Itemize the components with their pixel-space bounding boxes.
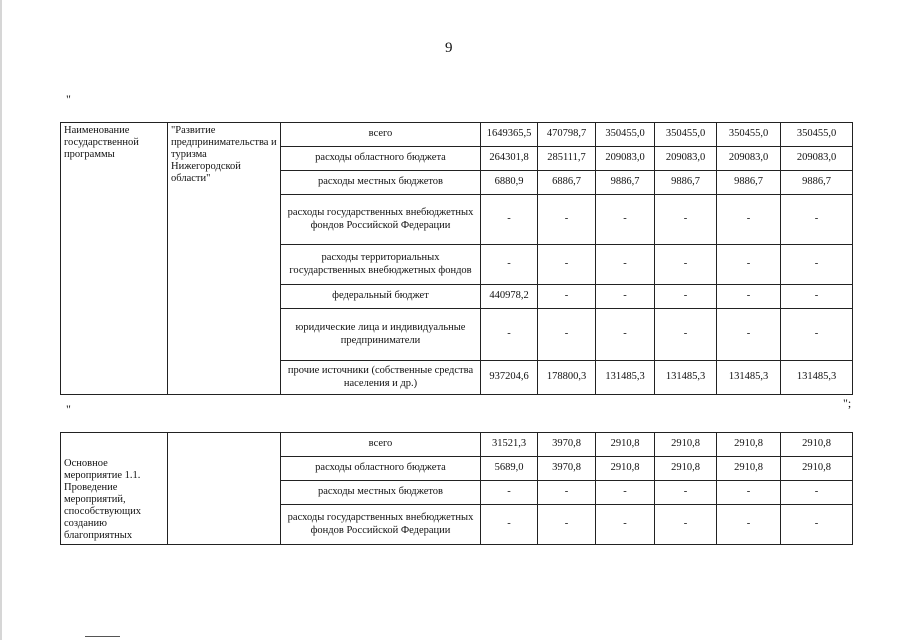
- amount-cell: 350455,0: [781, 123, 853, 147]
- amount-cell: 9886,7: [655, 171, 717, 195]
- amount-cell: 209083,0: [781, 147, 853, 171]
- amount-cell: -: [781, 481, 853, 505]
- amount-cell: -: [538, 505, 596, 545]
- amount-cell: 178800,3: [538, 361, 596, 395]
- amount-cell: 2910,8: [717, 433, 781, 457]
- amount-cell: 2910,8: [781, 457, 853, 481]
- amount-cell: 9886,7: [781, 171, 853, 195]
- amount-cell: -: [781, 285, 853, 309]
- activity-title-cell: [168, 433, 281, 545]
- amount-cell: -: [538, 245, 596, 285]
- amount-cell: 350455,0: [596, 123, 655, 147]
- amount-cell: 2910,8: [717, 457, 781, 481]
- amount-cell: -: [655, 309, 717, 361]
- amount-cell: 131485,3: [655, 361, 717, 395]
- amount-cell: -: [481, 309, 538, 361]
- amount-cell: -: [481, 505, 538, 545]
- table-row: [61, 433, 853, 457]
- funding-source-label: расходы местных бюджетов: [281, 171, 481, 195]
- amount-cell: -: [655, 195, 717, 245]
- amount-cell: 3970,8: [538, 433, 596, 457]
- amount-cell: -: [596, 195, 655, 245]
- program-title-cell: "Развитие предпринимательства и туризма Нижегородской области": [168, 123, 281, 395]
- amount-cell: -: [481, 195, 538, 245]
- amount-cell: 2910,8: [781, 433, 853, 457]
- activity-name-cell: Основное мероприятие 1.1. Проведение мероприятий, способствующих созданию благоприятных: [61, 433, 168, 545]
- amount-cell: 9886,7: [717, 171, 781, 195]
- amount-cell: 209083,0: [655, 147, 717, 171]
- amount-cell: 350455,0: [717, 123, 781, 147]
- table-row: [61, 123, 853, 147]
- opening-quote-mid: ": [66, 402, 71, 416]
- amount-cell: -: [596, 285, 655, 309]
- scan-edge: [0, 0, 2, 640]
- amount-cell: 2910,8: [596, 457, 655, 481]
- page-number: 9: [445, 40, 453, 56]
- footnote-line: [85, 636, 120, 637]
- funding-source-label: расходы областного бюджета: [281, 147, 481, 171]
- amount-cell: 3970,8: [538, 457, 596, 481]
- funding-source-label: всего: [281, 123, 481, 147]
- activity-funding-table: [60, 432, 853, 545]
- amount-cell: 209083,0: [717, 147, 781, 171]
- funding-source-label: расходы местных бюджетов: [281, 481, 481, 505]
- amount-cell: -: [655, 505, 717, 545]
- program-name-cell: Наименование государственной программы: [61, 123, 168, 395]
- amount-cell: -: [481, 481, 538, 505]
- amount-cell: 285111,7: [538, 147, 596, 171]
- amount-cell: -: [596, 245, 655, 285]
- amount-cell: 131485,3: [781, 361, 853, 395]
- amount-cell: -: [596, 481, 655, 505]
- funding-source-label: юридические лица и индивидуальные предприниматели: [281, 309, 481, 361]
- amount-cell: -: [717, 309, 781, 361]
- amount-cell: 6880,9: [481, 171, 538, 195]
- funding-source-label: всего: [281, 433, 481, 457]
- amount-cell: -: [717, 285, 781, 309]
- amount-cell: 2910,8: [596, 433, 655, 457]
- amount-cell: 440978,2: [481, 285, 538, 309]
- amount-cell: -: [538, 481, 596, 505]
- amount-cell: -: [655, 245, 717, 285]
- program-funding-table: [60, 122, 853, 395]
- amount-cell: -: [655, 285, 717, 309]
- amount-cell: -: [538, 309, 596, 361]
- amount-cell: -: [781, 309, 853, 361]
- amount-cell: -: [596, 505, 655, 545]
- funding-source-label: расходы государственных внебюджетных фондов Российской Федерации: [281, 195, 481, 245]
- amount-cell: 350455,0: [655, 123, 717, 147]
- amount-cell: -: [781, 505, 853, 545]
- amount-cell: 1649365,5: [481, 123, 538, 147]
- amount-cell: 937204,6: [481, 361, 538, 395]
- amount-cell: 2910,8: [655, 433, 717, 457]
- amount-cell: -: [538, 285, 596, 309]
- funding-source-label: расходы территориальных государственных внебюджетных фондов: [281, 245, 481, 285]
- amount-cell: 131485,3: [717, 361, 781, 395]
- amount-cell: 131485,3: [596, 361, 655, 395]
- closing-quote-mid: ";: [843, 396, 852, 410]
- amount-cell: -: [717, 245, 781, 285]
- funding-source-label: расходы государственных внебюджетных фондов Российской Федерации: [281, 505, 481, 545]
- amount-cell: 470798,7: [538, 123, 596, 147]
- amount-cell: 9886,7: [596, 171, 655, 195]
- amount-cell: -: [717, 195, 781, 245]
- amount-cell: -: [717, 505, 781, 545]
- funding-source-label: прочие источники (собственные средства населения и др.): [281, 361, 481, 395]
- amount-cell: -: [717, 481, 781, 505]
- amount-cell: 5689,0: [481, 457, 538, 481]
- amount-cell: 2910,8: [655, 457, 717, 481]
- amount-cell: -: [655, 481, 717, 505]
- amount-cell: -: [481, 245, 538, 285]
- amount-cell: 264301,8: [481, 147, 538, 171]
- amount-cell: 209083,0: [596, 147, 655, 171]
- opening-quote-top: ": [66, 92, 71, 106]
- amount-cell: 31521,3: [481, 433, 538, 457]
- amount-cell: 6886,7: [538, 171, 596, 195]
- amount-cell: -: [781, 245, 853, 285]
- amount-cell: -: [596, 309, 655, 361]
- amount-cell: -: [538, 195, 596, 245]
- funding-source-label: расходы областного бюджета: [281, 457, 481, 481]
- funding-source-label: федеральный бюджет: [281, 285, 481, 309]
- amount-cell: -: [781, 195, 853, 245]
